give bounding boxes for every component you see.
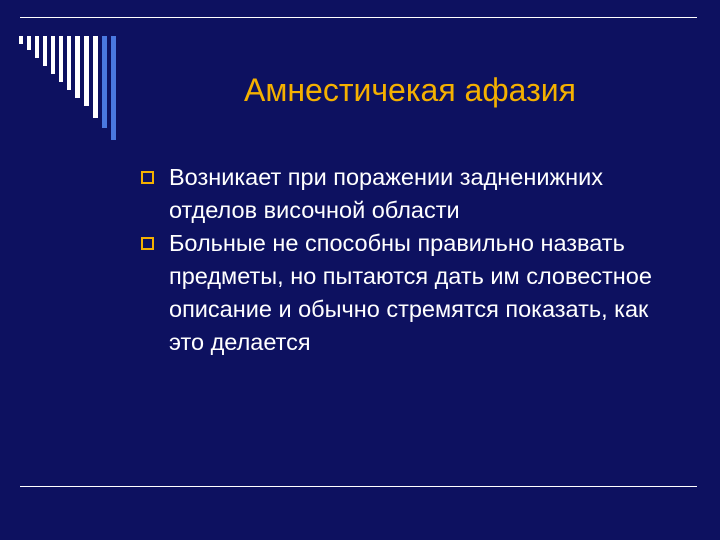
deco-bar — [35, 36, 39, 58]
hollow-square-icon — [141, 237, 154, 250]
deco-bar — [51, 36, 55, 74]
bullet-text: Больные не способны правильно назвать предметы, но пытаются дать им словестное описание и обычно стремятся показать, как это делается — [169, 230, 652, 355]
deco-bar — [111, 36, 116, 140]
slide-title: Амнестичекая афазия — [244, 72, 576, 108]
deco-bar — [27, 36, 31, 50]
deco-bar — [84, 36, 89, 106]
deco-bar — [43, 36, 47, 66]
deco-bar — [102, 36, 107, 128]
list-item — [141, 161, 686, 227]
bullet-list — [141, 161, 686, 359]
deco-bar — [67, 36, 71, 90]
bullet-text: Возникает при поражении задненижних отделов височной области — [169, 164, 604, 223]
deco-bar — [19, 36, 23, 44]
deco-bar — [59, 36, 63, 82]
list-item — [141, 227, 686, 359]
decorative-bars — [0, 0, 130, 150]
deco-bar — [75, 36, 80, 98]
bottom-rule — [20, 486, 697, 487]
hollow-square-icon — [141, 171, 154, 184]
deco-bar — [93, 36, 98, 118]
